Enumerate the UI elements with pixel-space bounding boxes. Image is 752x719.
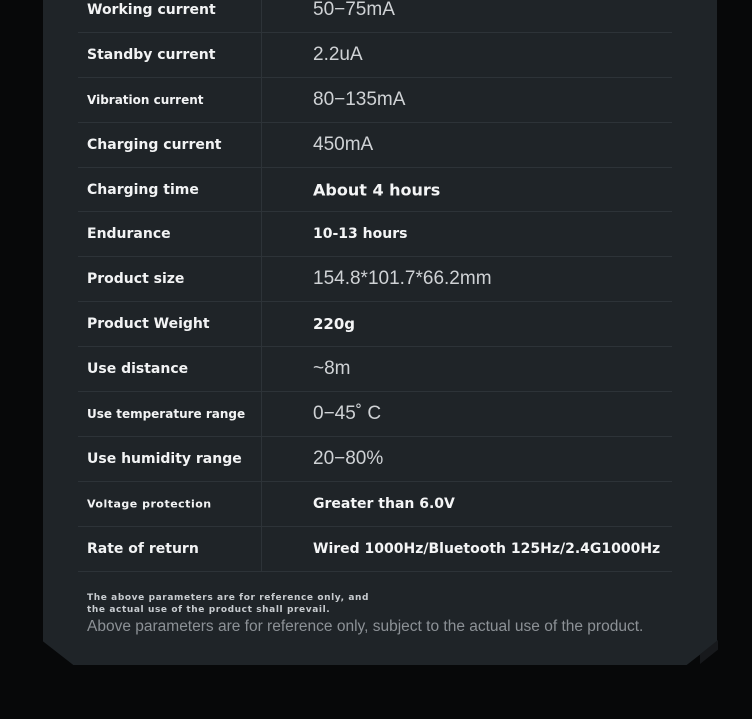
spec-row-standby-current <box>78 33 672 78</box>
spec-value: About 4 hours <box>313 180 441 199</box>
spec-value: 0−45˚ C <box>313 402 382 424</box>
spec-value: 10-13 hours <box>313 226 408 243</box>
disclaimer-note-large: Above parameters are for reference only, subject to the actual use of the product. <box>87 618 644 635</box>
spec-label: Rate of return <box>87 540 199 557</box>
spec-label: Product Weight <box>87 316 210 333</box>
spec-row-use-humidity-range <box>78 437 672 482</box>
spec-row-charging-time <box>78 168 672 213</box>
spec-label: Charging current <box>87 136 222 153</box>
spec-label: Endurance <box>87 226 171 243</box>
spec-label: Working current <box>87 1 216 18</box>
spec-value: 220g <box>313 315 356 334</box>
spec-value: 50−75mA <box>313 0 395 20</box>
spec-row-charging-current <box>78 123 672 168</box>
spec-label: Product size <box>87 271 185 288</box>
spec-value: 154.8*101.7*66.2mm <box>313 268 492 290</box>
spec-label: Voltage protection <box>87 497 212 511</box>
spec-value: Wired 1000Hz/Bluetooth 125Hz/2.4G1000Hz <box>313 540 661 557</box>
spec-row-use-temperature-range <box>78 392 672 437</box>
spec-row-working-current <box>78 0 672 33</box>
spec-row-voltage-protection <box>78 482 672 527</box>
spec-label: Use temperature range <box>87 406 246 421</box>
spec-row-endurance <box>78 212 672 257</box>
spec-row-product-weight <box>78 302 672 347</box>
spec-label: Use humidity range <box>87 450 242 467</box>
spec-value: 450mA <box>313 133 374 155</box>
disclaimer-note-small: The above parameters are for reference only, and the actual use of the product shall prevail. <box>87 593 370 615</box>
spec-value: 2.2uA <box>313 43 363 65</box>
spec-table <box>78 0 672 572</box>
spec-row-product-size <box>78 257 672 302</box>
spec-value: ~8m <box>313 358 351 380</box>
spec-label: Vibration current <box>87 92 204 107</box>
spec-value: Greater than 6.0V <box>313 495 455 512</box>
spec-label: Use distance <box>87 361 189 378</box>
spec-row-rate-of-return <box>78 527 672 572</box>
spec-row-vibration-current <box>78 78 672 123</box>
spec-label: Charging time <box>87 181 199 198</box>
spec-row-use-distance <box>78 347 672 392</box>
spec-value: 80−135mA <box>313 88 406 110</box>
spec-value: 20−80% <box>313 447 384 469</box>
spec-label: Standby current <box>87 46 216 63</box>
